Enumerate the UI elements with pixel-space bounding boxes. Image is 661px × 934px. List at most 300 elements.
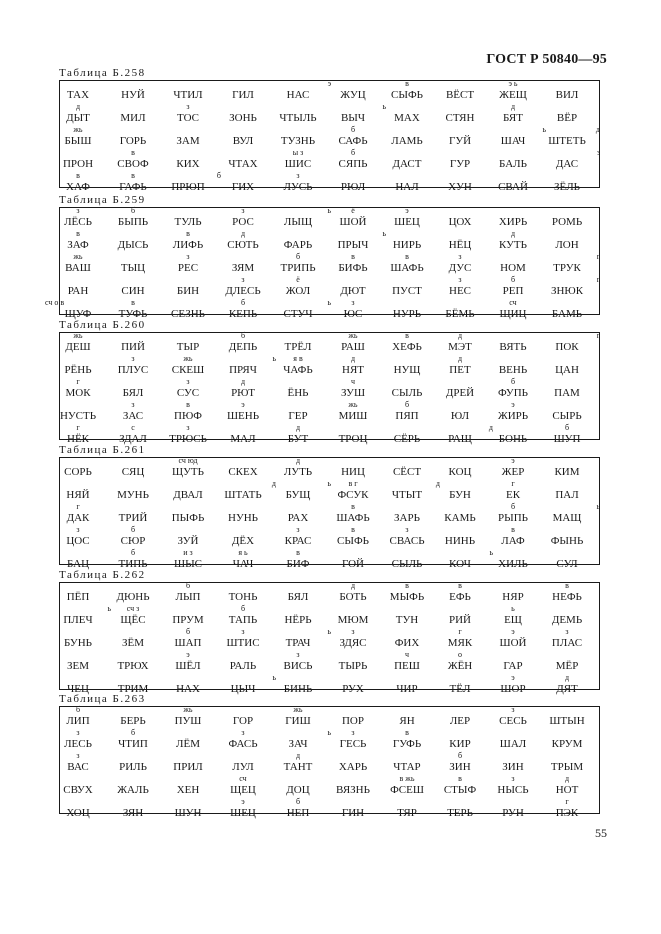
pronunciation-mark: з [241, 627, 245, 636]
syllable-word: ДВАЛ [173, 489, 203, 501]
syllable-word: ПУСТ [392, 285, 422, 297]
pronunciation-mark: д [435, 479, 440, 488]
syllable-word: ВЯТЬ [499, 341, 527, 353]
syllable-word: СВАЙ [498, 181, 528, 193]
table-caption: Таблица Б.262 [59, 569, 146, 581]
pronunciation-mark: б [216, 171, 221, 180]
syllable-word: ЗАЧ [288, 738, 308, 750]
pronunciation-mark: в [76, 171, 80, 180]
syllable-cell [532, 797, 602, 820]
syllable-word: БЯЛ [122, 387, 144, 399]
syllable-word: РАЛЬ [229, 660, 257, 672]
syllable-word: ВЫЧ [340, 112, 366, 124]
syllable-word: РЮЛ [340, 181, 366, 193]
pronunciation-mark: з [76, 728, 80, 737]
syllable-word: РИЛЬ [119, 761, 147, 773]
syllable-word: ГУР [449, 158, 471, 170]
pronunciation-mark: б [130, 206, 136, 215]
syllable-word: ЗУШ [340, 387, 366, 399]
pronunciation-mark: б [185, 581, 191, 590]
syllable-word: ЛЫП [175, 591, 201, 603]
syllable-cell [532, 409, 602, 423]
table-caption: Таблица Б.260 [59, 319, 146, 331]
syllable-word: ЧАФЬ [283, 364, 313, 376]
syllable-word: ЧТИЛ [173, 89, 203, 101]
pronunciation-mark: сч з [126, 604, 140, 613]
syllable-word: ЛИП [66, 715, 90, 727]
syllable-cell [532, 534, 602, 548]
syllable-word: ФАСЬ [228, 738, 258, 750]
pronunciation-mark: в [131, 148, 135, 157]
table-frame [59, 79, 600, 193]
syllable-word: ВЯЗНЬ [336, 784, 370, 796]
syllable-word: ЛЕР [449, 715, 471, 727]
syllable-word: МЮМ [337, 614, 369, 626]
syllable-word: ХАФ [66, 181, 90, 193]
syllable-word: ЗНЮК [550, 285, 584, 297]
syllable-word: РАН [67, 285, 89, 297]
syllable-word: ЦЫЧ [230, 683, 256, 695]
syllable-word: МЫФЬ [389, 591, 425, 603]
syllable-word: МЁР [555, 660, 579, 672]
syllable-word: СИН [121, 285, 145, 297]
pronunciation-mark: в [131, 171, 135, 180]
pronunciation-mark: б [240, 331, 246, 340]
pronunciation-mark: з [241, 206, 245, 215]
syllable-word: НЕФЬ [552, 591, 582, 603]
syllable-word: ГУФЬ [392, 738, 422, 750]
syllable-word: БИН [176, 285, 200, 297]
syllable-word: РУН [502, 807, 524, 819]
syllable-word: НУЩ [393, 364, 421, 376]
syllable-word: ТРЫМ [550, 761, 584, 773]
pronunciation-mark: ь [272, 673, 276, 682]
syllable-cell [532, 363, 602, 377]
pronunciation-mark: и з [183, 548, 193, 557]
syllable-cell [532, 557, 602, 571]
syllable-word: МИЛ [120, 112, 146, 124]
pronunciation-mark: г [76, 502, 80, 511]
syllable-word: ТОНЬ [228, 591, 258, 603]
pronunciation-mark: б [185, 627, 191, 636]
pronunciation-mark: ё [296, 275, 300, 284]
pronunciation-mark: г [76, 377, 80, 386]
syllable-word: ПУШ [174, 715, 202, 727]
syllable-word: ШОР [500, 683, 526, 695]
syllable-word: БАМЬ [551, 308, 583, 320]
syllable-word: БОНЬ [498, 433, 528, 445]
syllable-word: ЗЯН [122, 807, 144, 819]
syllable-word: САФЬ [338, 135, 368, 147]
syllable-word: СУЛ [556, 558, 578, 570]
table-caption: Таблица Б.261 [59, 444, 146, 456]
syllable-word: ШУН [174, 807, 202, 819]
pronunciation-mark: э [241, 797, 245, 806]
syllable-word: ЖЁН [447, 660, 473, 672]
syllable-word: КУТЬ [499, 239, 527, 251]
syllable-word: ЦОХ [448, 216, 472, 228]
pronunciation-mark: д [457, 354, 463, 363]
syllable-word: ДЛЕСЬ [225, 285, 261, 297]
syllable-word: БУН [449, 489, 471, 501]
syllable-word: ВУЛ [232, 135, 254, 147]
syllable-word: ЗАС [122, 410, 144, 422]
syllable-word: БЫШ [64, 135, 92, 147]
syllable-word: СЫРЬ [552, 410, 582, 422]
pronunciation-mark: б [457, 751, 463, 760]
syllable-word: ШОЙ [339, 216, 367, 228]
syllable-word: ГОР [232, 715, 254, 727]
syllable-word: ХУН [448, 181, 472, 193]
syllable-word: БАЛЬ [499, 158, 527, 170]
syllable-word: СЁРЬ [393, 433, 421, 445]
syllable-word: ВЁСТ [445, 89, 475, 101]
pronunciation-mark: д [350, 354, 356, 363]
pronunciation-mark: я ь [238, 548, 248, 557]
syllable-word: ЛЁМ [176, 738, 200, 750]
pronunciation-mark: ь [511, 604, 515, 613]
syllable-word: ВЁР [556, 112, 578, 124]
syllable-word: БИФ [286, 558, 310, 570]
syllable-word: НУЙ [121, 89, 145, 101]
pronunciation-mark: д [457, 331, 463, 340]
syllable-word: ШАФЬ [390, 262, 424, 274]
syllable-cell [532, 581, 602, 604]
syllable-word: НЁРЬ [284, 614, 312, 626]
syllable-word: ДЁХ [231, 535, 255, 547]
table-frame [59, 705, 600, 819]
syllable-word: ЖИРЬ [497, 410, 529, 422]
syllable-word: ЗДЯС [339, 637, 367, 649]
syllable-word: СЫЛЬ [391, 387, 423, 399]
syllable-word: ТЁЛ [449, 683, 471, 695]
syllable-word: МУНЬ [117, 489, 149, 501]
pronunciation-mark: ь [596, 502, 600, 511]
syllable-word: ФЫНЬ [550, 535, 584, 547]
syllable-word: ТУФЬ [118, 308, 148, 320]
syllable-word: ЖОЛ [285, 285, 311, 297]
syllable-word: ПРЮП [171, 181, 205, 193]
pronunciation-mark: в [458, 774, 462, 783]
pronunciation-mark: г [76, 423, 80, 432]
syllable-word: ШЁЛ [175, 660, 201, 672]
pronunciation-mark: в [186, 400, 190, 409]
table-frame [59, 581, 600, 695]
pronunciation-mark: сч [509, 298, 517, 307]
pronunciation-mark: з [186, 102, 190, 111]
pronunciation-mark: з [511, 774, 515, 783]
pronunciation-mark: б [350, 148, 356, 157]
syllable-word: ЗОНЬ [229, 112, 257, 124]
syllable-cell [532, 386, 602, 400]
syllable-word: МОК [65, 387, 91, 399]
syllable-word: БУНЬ [64, 637, 92, 649]
pronunciation-mark: жь [293, 705, 303, 714]
pronunciation-mark: б [130, 548, 136, 557]
syllable-word: КИХ [176, 158, 200, 170]
table-frame [45, 206, 600, 320]
syllable-word: ШЕЦ [230, 807, 256, 819]
syllable-word: ГОЙ [342, 558, 364, 570]
syllable-cell [532, 215, 602, 229]
syllable-word: ЛУСЬ [283, 181, 313, 193]
syllable-cell [532, 673, 602, 696]
syllable-cell [532, 488, 602, 502]
syllable-word: НЕС [449, 285, 471, 297]
pronunciation-mark: б [510, 502, 516, 511]
syllable-word: ХЕФЬ [392, 341, 422, 353]
pronunciation-mark: в [76, 229, 80, 238]
syllable-word: ЦОС [66, 535, 90, 547]
syllable-word: ГОРЬ [119, 135, 147, 147]
syllable-word: СВАСЬ [389, 535, 425, 547]
syllable-word: БАЦ [66, 558, 90, 570]
pronunciation-mark: ь [382, 102, 386, 111]
table-frame [59, 331, 600, 445]
pronunciation-mark: в [351, 525, 355, 534]
pronunciation-mark: сч юд [178, 456, 198, 465]
pronunciation-mark: г [458, 627, 462, 636]
syllable-word: СВОФ [117, 158, 149, 170]
syllable-word: ШЕЦ [394, 216, 420, 228]
syllable-word: ДЫТ [66, 112, 90, 124]
syllable-word: НОМ [500, 262, 526, 274]
syllable-cell [532, 627, 602, 650]
syllable-word: ДАСТ [392, 158, 422, 170]
syllable-cell [532, 714, 602, 728]
syllable-word: ДОЦ [286, 784, 310, 796]
pronunciation-mark: з [296, 650, 300, 659]
syllable-word: ФУПЬ [498, 387, 528, 399]
pronunciation-mark: д [271, 479, 276, 488]
pronunciation-mark: э [511, 627, 515, 636]
syllable-word: БИФЬ [338, 262, 368, 274]
syllable-word: СЁСТ [392, 466, 422, 478]
syllable-word: ТРОЦ [338, 433, 368, 445]
syllable-word: ЗАФ [67, 239, 89, 251]
syllable-word: ЛУЛ [232, 761, 254, 773]
syllable-word: СЕСЬ [499, 715, 527, 727]
syllable-word: ЯН [399, 715, 415, 727]
pronunciation-mark: ь [327, 479, 331, 488]
syllable-word: СЯПЬ [338, 158, 368, 170]
syllable-word: ЗЁМ [121, 637, 144, 649]
syllable-word: РЮТ [231, 387, 255, 399]
syllable-word: МАЛ [230, 433, 256, 445]
syllable-word: ЛАФ [501, 535, 525, 547]
pronunciation-mark: з [458, 252, 462, 261]
pronunciation-mark: б [564, 423, 570, 432]
syllable-word: ТРИПЬ [280, 262, 316, 274]
pronunciation-mark: д [488, 423, 493, 432]
syllable-word: ПЯП [395, 410, 419, 422]
syllable-word: КОЦ [448, 466, 472, 478]
pronunciation-mark: э [511, 673, 515, 682]
syllable-cell [532, 659, 602, 673]
syllable-word: СВУХ [63, 784, 93, 796]
pronunciation-mark: ч [404, 650, 410, 659]
syllable-word: ФИХ [394, 637, 420, 649]
pronunciation-mark: ь [382, 229, 386, 238]
pronunciation-mark: д [295, 456, 301, 465]
syllable-word: ФСУК [337, 489, 369, 501]
syllable-word: ШЫС [173, 558, 203, 570]
pronunciation-mark: э ь [508, 79, 518, 88]
syllable-word: ХЕН [176, 784, 200, 796]
syllable-word: КРУМ [551, 738, 583, 750]
syllable-word: ТРИЙ [118, 512, 148, 524]
syllable-word: НЯТ [342, 364, 364, 376]
pronunciation-mark: г [596, 252, 600, 261]
pronunciation-mark: б [404, 400, 410, 409]
syllable-word: ЛЁСЬ [64, 216, 92, 228]
pronunciation-mark: в [405, 79, 409, 88]
syllable-cell [532, 502, 602, 525]
syllable-word: ТРЮХ [117, 660, 149, 672]
pronunciation-mark: жь [348, 400, 358, 409]
syllable-word: ШТИС [226, 637, 260, 649]
pronunciation-mark: б [295, 797, 301, 806]
syllable-cell [532, 238, 602, 252]
pronunciation-mark: ь [327, 206, 331, 215]
syllable-word: ВАШ [65, 262, 91, 274]
page-number: 55 [595, 826, 607, 840]
syllable-word: ДЮНЬ [116, 591, 150, 603]
syllable-word: ПРЫЧ [337, 239, 369, 251]
syllable-cell [532, 774, 602, 797]
syllable-word: НАХ [176, 683, 200, 695]
syllable-word: ВЕНЬ [498, 364, 528, 376]
syllable-word: ЛУТЬ [283, 466, 313, 478]
pronunciation-mark: жь [183, 705, 193, 714]
pronunciation-mark: э [511, 400, 515, 409]
syllable-word: ШОЙ [499, 637, 527, 649]
syllable-word: ЮС [343, 308, 363, 320]
syllable-word: ЧТАР [393, 761, 421, 773]
syllable-word: СЕЗНЬ [171, 308, 205, 320]
syllable-word: ТЕРЬ [447, 807, 473, 819]
syllable-word: ШИС [284, 158, 312, 170]
syllable-word: ШТЕТЬ [548, 135, 586, 147]
syllable-word: ХАРЬ [338, 761, 368, 773]
syllable-word: МАЩ [552, 512, 582, 524]
syllable-word: ГЕР [288, 410, 308, 422]
syllable-word: ПЛАС [551, 637, 583, 649]
table-caption: Таблица Б.259 [59, 194, 146, 206]
syllable-word: ЗИН [502, 761, 524, 773]
pronunciation-mark: г [511, 479, 515, 488]
syllable-word: СУС [176, 387, 200, 399]
pronunciation-mark: г [596, 331, 600, 340]
pronunciation-mark: б [75, 705, 81, 714]
pronunciation-mark: д [350, 581, 356, 590]
syllable-word: ШАЧ [500, 135, 526, 147]
syllable-word: ЩУФ [64, 308, 92, 320]
syllable-word: НЯР [502, 591, 524, 603]
pronunciation-mark: д [595, 125, 600, 134]
syllable-word: ГИЛ [232, 89, 254, 101]
pronunciation-mark: б [510, 275, 516, 284]
syllable-word: ЩУТЬ [172, 466, 204, 478]
syllable-cell [532, 252, 602, 275]
syllable-word: ПАМ [554, 387, 580, 399]
pronunciation-mark: жь [73, 252, 83, 261]
syllable-word: НУНЬ [228, 512, 258, 524]
pronunciation-mark: з [405, 525, 409, 534]
syllable-word: ЛОН [555, 239, 579, 251]
pronunciation-mark: в [405, 252, 409, 261]
syllable-word: ЕФЬ [449, 591, 471, 603]
syllable-word: ПЕШ [394, 660, 420, 672]
pronunciation-mark: д [295, 751, 301, 760]
syllable-word: ШАФЬ [336, 512, 370, 524]
syllable-word: ХИРЬ [498, 216, 528, 228]
syllable-word: ЗАМ [176, 135, 200, 147]
syllable-word: ПЭК [555, 807, 579, 819]
syllable-word: СТУЧ [283, 308, 313, 320]
syllable-word: ПРОН [62, 158, 94, 170]
syllable-word: РАШ [341, 341, 365, 353]
syllable-cell [532, 760, 602, 774]
pronunciation-mark: з [565, 627, 569, 636]
pronunciation-mark: э [405, 206, 409, 215]
syllable-word: БУЩ [285, 489, 311, 501]
pronunciation-mark: в [565, 581, 569, 590]
syllable-word: ЗАРЬ [394, 512, 420, 524]
syllable-cell [532, 423, 602, 446]
pronunciation-mark: ь [327, 298, 331, 307]
syllable-word: СЯЦ [121, 466, 145, 478]
pronunciation-mark: д [510, 102, 516, 111]
pronunciation-mark: з [351, 298, 355, 307]
pronunciation-mark: з [241, 728, 245, 737]
pronunciation-mark: в г [348, 479, 358, 488]
pronunciation-mark: з [186, 252, 190, 261]
syllable-word: БЯЛ [287, 591, 309, 603]
syllable-word: ЗИН [449, 761, 471, 773]
syllable-word: РОМЬ [551, 216, 583, 228]
syllable-word: ГУЙ [448, 135, 472, 147]
syllable-word: МИШ [338, 410, 368, 422]
table-frame [59, 456, 600, 570]
syllable-word: ТОС [177, 112, 199, 124]
syllable-word: ПОК [555, 341, 579, 353]
syllable-word: БЯТ [502, 112, 523, 124]
syllable-word: ШТАТЬ [224, 489, 262, 501]
syllable-word: ДЕШ [65, 341, 91, 353]
syllable-word: ДЕМЬ [551, 614, 583, 626]
syllable-word: ЗЁЛЬ [553, 181, 580, 193]
syllable-word: РОС [232, 216, 254, 228]
syllable-word: НУСТЬ [59, 410, 97, 422]
pronunciation-mark: з [186, 423, 190, 432]
syllable-cell [532, 148, 602, 171]
pronunciation-mark: б [510, 377, 516, 386]
pronunciation-mark: ч [350, 377, 356, 386]
syllable-cell [532, 737, 602, 751]
syllable-word: НЫСЬ [497, 784, 529, 796]
syllable-word: НИНЬ [444, 535, 476, 547]
syllable-word: ГИШ [285, 715, 311, 727]
pronunciation-mark: э [241, 400, 245, 409]
syllable-word: ТАХ [66, 89, 90, 101]
syllable-word: ШАП [174, 637, 202, 649]
syllable-word: ШЕНЬ [226, 410, 260, 422]
pronunciation-mark: г [565, 797, 569, 806]
syllable-word: НЁЦ [448, 239, 472, 251]
syllable-word: ЧТИП [118, 738, 148, 750]
pronunciation-mark: о [458, 650, 462, 659]
